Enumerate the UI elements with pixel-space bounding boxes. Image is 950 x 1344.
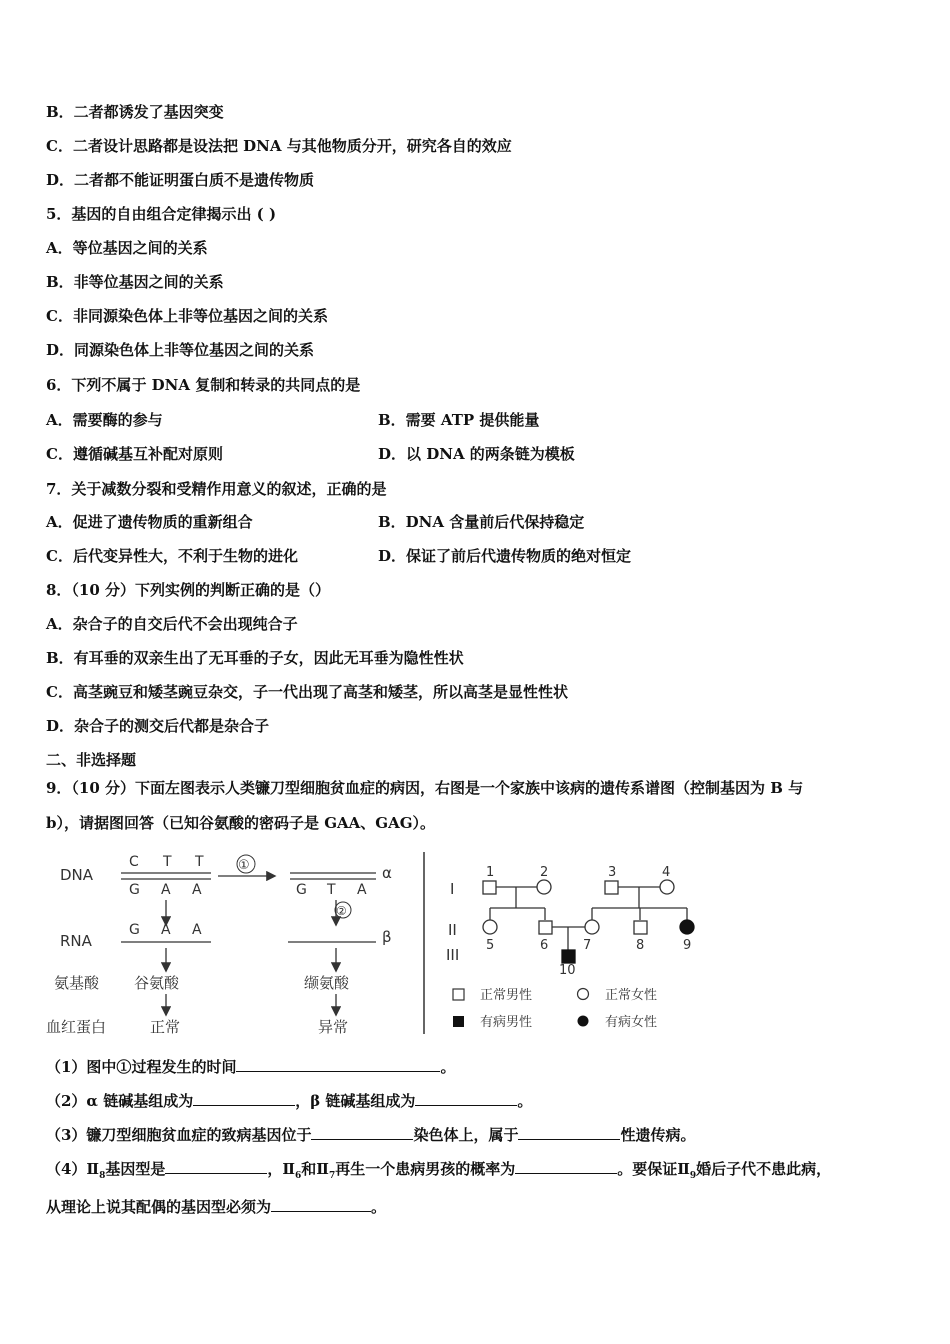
individual-number: 3 [608,865,617,880]
q8-option-c: C．高茎豌豆和矮茎豌豆杂交，子一代出现了高茎和矮茎，所以高茎是显性性状 [46,683,568,701]
dna-bottom-base: G [129,882,140,898]
q9-sub3: （3）镰刀型细胞贫血症的致病基因位于 染色体上，属于 性遗传病。 [46,1126,696,1144]
q5-option-d: D．同源染色体上非等位基因之间的关系 [46,341,315,359]
q9-sub4-line2: 从理论上说其配偶的基因型必须为 。 [46,1198,387,1216]
answer-blank-alpha[interactable] [193,1090,295,1106]
dna-label: DNA [60,866,94,884]
q5-stem: 5．基因的自由组合定律揭示出 ( ) [46,205,277,223]
amino-acid-label: 氨基酸 [54,974,100,992]
normal-male-3 [605,881,618,894]
step1-label: ① [238,858,250,873]
hemoglobin-label: 血红蛋白 [46,1018,107,1036]
answer-blank-chromosome[interactable] [311,1124,413,1140]
affected-female-9 [680,920,694,934]
legend-normal-male: 正常男性 [480,988,533,1003]
q6-option-d: D．以 DNA 的两条链为模板 [378,445,575,463]
individual-number: 5 [486,938,495,953]
legend-normal-male-symbol [453,989,464,1000]
q9-sub1: （1）图中①过程发生的时间 。 [46,1058,456,1076]
q8-option-d: D．杂合子的测交后代都是杂合子 [46,717,270,735]
q7-option-a: A．促进了遗传物质的重新组合 [46,513,253,531]
q8-option-a: A．杂合子的自交后代不会出现纯合子 [46,615,298,633]
generation-label: III [446,946,460,964]
mutant-base: T [327,882,336,898]
q6-option-a: A．需要酶的参与 [46,411,163,429]
q7-option-d: D．保证了前后代遗传物质的绝对恒定 [378,547,632,565]
section-heading: 二、非选择题 [46,751,137,769]
q4-option-c: C．二者设计思路都是设法把 DNA 与其他物质分开，研究各自的效应 [46,137,512,155]
answer-blank-beta[interactable] [415,1090,517,1106]
q4-option-b: B．二者都诱发了基因突变 [46,103,224,121]
mutant-amino-acid: 缬氨酸 [304,974,350,992]
q9-sub4-line1: $(4)Ⅱ_8$基因型是 ，$Ⅱ_6$和$Ⅱ_7$再生一个患病男孩的概率为 。要保证$Ⅱ_9$婚后子代不患此病， [46,1160,832,1181]
rna-label: RNA [60,932,92,950]
q8-option-b: B．有耳垂的双亲生出了无耳垂的子女，因此无耳垂为隐性性状 [46,649,464,667]
q7-stem: 7．关于减数分裂和受精作用意义的叙述，正确的是 [46,480,387,498]
normal-female-7 [585,920,599,934]
legend-affected-male-symbol [453,1016,464,1027]
mutant-base: A [357,882,367,898]
beta-label: β [382,928,392,946]
normal-male-8 [634,921,647,934]
individual-number: 8 [636,938,645,953]
normal-amino-acid: 谷氨酸 [134,974,180,992]
rna-base: A [192,922,202,938]
rna-base: G [129,922,140,938]
mutant-base: G [296,882,307,898]
q6-option-b: B．需要 ATP 提供能量 [378,411,540,429]
mutant-hemoglobin: 异常 [318,1018,349,1036]
legend-normal-female: 正常女性 [605,988,658,1003]
q4-option-d: D．二者都不能证明蛋白质不是遗传物质 [46,171,315,189]
legend-affected-male: 有病男性 [480,1015,533,1030]
answer-blank-probability[interactable] [515,1158,617,1174]
dna-bottom-base: A [161,882,171,898]
q9-sub2: （2）α 链碱基组成为 ，β 链碱基组成为 。 [46,1092,533,1110]
q7-option-b: B．DNA 含量前后代保持稳定 [378,513,585,531]
individual-number: 4 [662,865,671,880]
dna-top-base: T [195,854,204,870]
q5-option-a: A．等位基因之间的关系 [46,239,208,257]
normal-male-6 [539,921,552,934]
answer-blank-1[interactable] [236,1056,440,1072]
answer-blank-inheritance[interactable] [518,1124,620,1140]
q9-figure [46,846,698,1038]
alpha-label: α [382,864,392,882]
q6-stem: 6．下列不属于 DNA 复制和转录的共同点的是 [46,376,361,394]
normal-female-4 [660,880,674,894]
dna-top-base: C [129,854,139,870]
individual-number: 1 [486,865,495,880]
q9-stem-line2: b），请据图回答（已知谷氨酸的密码子是 GAA、GAG）。 [46,814,436,832]
legend-affected-female: 有病女性 [605,1015,658,1030]
normal-hemoglobin: 正常 [150,1018,181,1036]
dna-top-base: T [163,854,172,870]
generation-label: I [450,880,455,898]
generation-label: II [448,921,457,939]
q5-option-c: C．非同源染色体上非等位基因之间的关系 [46,307,328,325]
normal-male-1 [483,881,496,894]
individual-number: 6 [540,938,549,953]
affected-male-10 [562,950,575,963]
q5-option-b: B．非等位基因之间的关系 [46,273,224,291]
dna-bottom-base: A [192,882,202,898]
legend-affected-female-symbol [578,1016,589,1027]
answer-blank-genotype[interactable] [165,1158,267,1174]
step2-label: ② [336,904,347,918]
individual-number: 10 [559,963,576,978]
legend-normal-female-symbol [578,989,589,1000]
individual-number: 2 [540,865,549,880]
answer-blank-spouse[interactable] [271,1196,371,1212]
q7-option-c: C．后代变异性大，不利于生物的进化 [46,547,298,565]
individual-number: 7 [583,938,592,953]
q8-stem: 8．（10 分）下列实例的判断正确的是（） [46,581,331,599]
individual-number: 9 [683,938,692,953]
normal-female-2 [537,880,551,894]
q6-option-c: C．遵循碱基互补配对原则 [46,445,223,463]
q9-stem-line1: 9．（10 分）下面左图表示人类镰刀型细胞贫血症的病因，右图是一个家族中该病的遗传系谱图（控制基因为 B 与 [46,779,804,797]
normal-female-5 [483,920,497,934]
rna-base: A [161,922,171,938]
